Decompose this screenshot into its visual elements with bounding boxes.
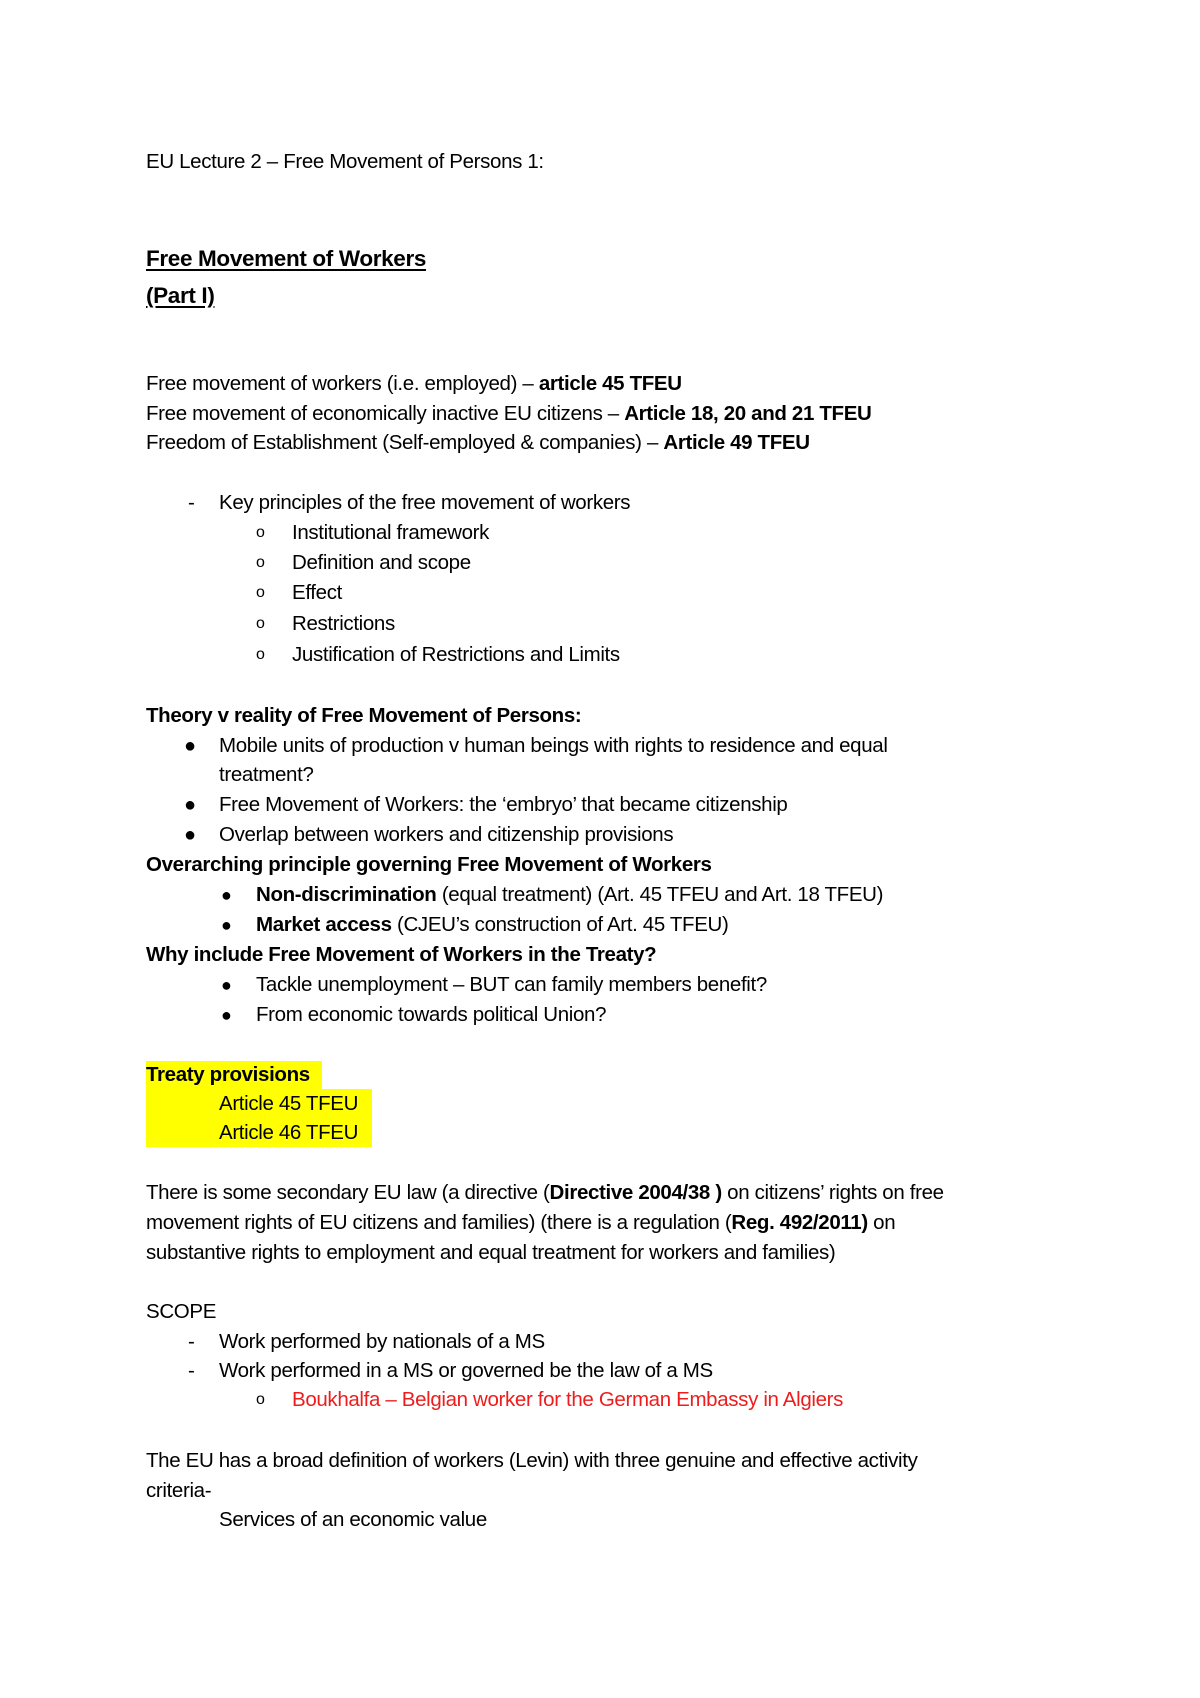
- circle-bullet: o: [256, 554, 265, 571]
- treaty-article-46: Article 46 TFEU: [219, 1121, 359, 1144]
- intro-line-3-ref: Article 49 TFEU: [663, 431, 810, 454]
- intro-line-1-ref: article 45 TFEU: [538, 372, 682, 395]
- dash-bullet: -: [188, 491, 195, 514]
- bullet-dot: ●: [184, 794, 197, 816]
- secondary-line-2-c: on: [867, 1211, 896, 1234]
- directive-ref: Directive 2004/38 ): [549, 1181, 722, 1204]
- why-heading: Why include Free Movement of Workers in the Treaty?: [146, 943, 657, 966]
- intro-line-3: [146, 429, 810, 457]
- theory-bullet-3: Overlap between workers and citizenship provisions: [219, 823, 674, 846]
- document-title: EU Lecture 2 – Free Movement of Persons 1:: [146, 150, 544, 173]
- circle-bullet: o: [256, 584, 265, 601]
- definition-line-1: The EU has a broad definition of workers (Levin) with three genuine and effective activity: [146, 1449, 918, 1472]
- bullet-dot: ●: [221, 885, 232, 905]
- intro-line-2-text: Free movement of economically inactive EU citizens –: [146, 402, 625, 425]
- intro-line-1: [146, 370, 682, 398]
- treaty-article-45: Article 45 TFEU: [219, 1092, 359, 1115]
- regulation-ref: Reg. 492/2011): [731, 1211, 868, 1234]
- key-principles-label: Key principles of the free movement of workers: [219, 491, 631, 514]
- circle-bullet: o: [256, 615, 265, 632]
- bullet-dot: ●: [221, 975, 232, 995]
- overarching-heading: Overarching principle governing Free Movement of Workers: [146, 853, 712, 876]
- key-principle-item: Definition and scope: [292, 551, 471, 574]
- scope-item-2: Work performed in a MS or governed be the law of a MS: [219, 1359, 713, 1382]
- secondary-line-1: [146, 1179, 944, 1207]
- dash-bullet: -: [188, 1330, 195, 1353]
- bullet-dot: ●: [221, 915, 232, 935]
- definition-line-2: criteria-: [146, 1479, 212, 1502]
- key-principle-item: Justification of Restrictions and Limits: [292, 643, 620, 666]
- secondary-line-3: substantive rights to employment and equal treatment for workers and families): [146, 1241, 836, 1264]
- bullet-dot: ●: [221, 1005, 232, 1025]
- overarching-item-2-term: Market access: [256, 913, 392, 936]
- overarching-item-2-text: (CJEU’s construction of Art. 45 TFEU): [391, 913, 729, 936]
- intro-line-2-ref: Article 18, 20 and 21 TFEU: [624, 402, 872, 425]
- theory-bullet-1-line-1: Mobile units of production v human beings with rights to residence and equal: [219, 734, 888, 757]
- why-item-2: From economic towards political Union?: [256, 1003, 607, 1026]
- intro-line-3-text: Freedom of Establishment (Self-employed & companies) –: [146, 431, 664, 454]
- key-principle-item: Restrictions: [292, 612, 395, 635]
- definition-line-3: Services of an economic value: [219, 1508, 487, 1531]
- section-heading: Free Movement of Workers: [146, 246, 427, 271]
- key-principle-item: Effect: [292, 581, 342, 604]
- treaty-heading: Treaty provisions: [146, 1063, 310, 1086]
- dash-bullet: -: [188, 1359, 195, 1382]
- circle-bullet: o: [256, 1391, 265, 1408]
- scope-case-boukhalfa: Boukhalfa – Belgian worker for the German Embassy in Algiers: [292, 1388, 843, 1411]
- theory-heading: Theory v reality of Free Movement of Persons:: [146, 704, 582, 727]
- overarching-item-2: [256, 911, 728, 939]
- intro-line-2: [146, 400, 871, 428]
- overarching-item-1-text: (equal treatment) (Art. 45 TFEU and Art. 18 TFEU): [436, 883, 884, 906]
- theory-bullet-2: Free Movement of Workers: the ‘embryo’ that became citizenship: [219, 793, 788, 816]
- circle-bullet: o: [256, 524, 265, 541]
- scope-item-1: Work performed by nationals of a MS: [219, 1330, 545, 1353]
- secondary-line-2: [146, 1209, 895, 1237]
- overarching-item-1: [256, 881, 883, 909]
- overarching-item-1-term: Non-discrimination: [256, 883, 437, 906]
- secondary-line-1-c: on citizens’ rights on free: [721, 1181, 944, 1204]
- why-item-1: Tackle unemployment – BUT can family members benefit?: [256, 973, 767, 996]
- bullet-dot: ●: [184, 735, 197, 757]
- secondary-line-1-a: There is some secondary EU law (a directive (: [146, 1181, 550, 1204]
- theory-bullet-1-line-2: treatment?: [219, 763, 314, 786]
- scope-heading: SCOPE: [146, 1300, 217, 1323]
- circle-bullet: o: [256, 646, 265, 663]
- secondary-line-2-a: movement rights of EU citizens and families) (there is a regulation (: [146, 1211, 732, 1234]
- bullet-dot: ●: [184, 824, 197, 846]
- section-subheading: (Part I): [146, 283, 215, 308]
- intro-line-1-text: Free movement of workers (i.e. employed) –: [146, 372, 539, 395]
- key-principle-item: Institutional framework: [292, 521, 490, 544]
